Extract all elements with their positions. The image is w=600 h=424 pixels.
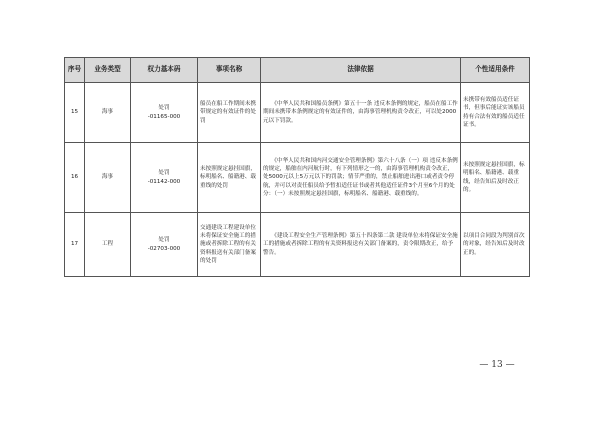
header-legal-basis: 法律依据 [261,58,461,83]
table-row [65,143,530,213]
table-header-row [65,58,530,83]
cell-power-code [131,213,198,277]
power-code-text: 处罚 -01142-000 [147,170,181,185]
cell-power-code [131,83,198,143]
table-row [65,213,530,277]
cell-legal-basis [261,143,461,213]
cell-no: 17 [65,213,85,277]
header-no: 序号 [65,58,85,83]
cell-applicable-condition: 未按照规定悬挂国旗，标明船名、船籍港、载重线，经告知后及时改正的。 [461,143,530,213]
cell-no: 15 [65,83,85,143]
cell-legal-basis [261,213,461,277]
cell-power-code [131,143,198,213]
cell-applicable-condition: 未携带有效船员适任证书，但事后能证实该船员持有合法有效的船员适任证书。 [461,83,530,143]
page-number: — 13 — [479,360,515,370]
cell-business-type: 海事 [85,143,131,213]
legal-basis-text: 《中华人民共和国船员条例》第五十一条 违反本条例的规定，船员在船工作期间未携带本条例规定的有效证件的，由海事管理机构责令改正，可以处2000元以下罚款。 [263,101,458,124]
cell-legal-basis [261,83,461,143]
header-power-code: 权力基本码 [131,58,198,83]
header-business-type: 业务类型 [85,58,131,83]
cell-business-type: 工程 [85,213,131,277]
cell-business-type: 海事 [85,83,131,143]
power-code-text: 处罚 -02703-000 [147,237,181,252]
legal-basis-text: 《建设工程安全生产管理条例》第五十四条第二款 建设单位未将保证安全施工的措施或者拆除工程的有关资料报送有关部门备案的，责令限期改正，给予警告。 [263,233,458,256]
cell-item-name: 交通建设工程建设单位未将保证安全施工的措施或者拆除工程的有关资料报送有关部门备案的处罚 [198,213,261,277]
enforcement-items-table [64,57,530,277]
power-code-text: 处罚 -01165-000 [147,105,181,120]
header-item-name: 事项名称 [198,58,261,83]
cell-item-name: 未按照规定悬挂国旗，标明船名、船籍港、载重线的处罚 [198,143,261,213]
cell-no: 16 [65,143,85,213]
cell-applicable-condition: 以项目合同段为判别首次的对象，经告知后及时改正的。 [461,213,530,277]
table-row [65,83,530,143]
header-applicable-condition: 个性适用条件 [461,58,530,83]
cell-item-name: 船员在船工作期间未携带规定的有效证件的处罚 [198,83,261,143]
legal-basis-text: 《中华人民共和国内河交通安全管理条例》第六十八条（一）项 违反本条例的规定，船舶在内河航行时，有下列情形之一的，由海事管理机构责令改正，处5000元以上5万元以下的罚款；情节严重的，禁止船舶进出港口或者责令停航，并可以对责任船员给予暂扣适任证书或者其他适任证件3个月至6个月的处分：（一）未按照规定悬挂国旗，标明船名、船籍港、载重线的。 [263,158,458,197]
